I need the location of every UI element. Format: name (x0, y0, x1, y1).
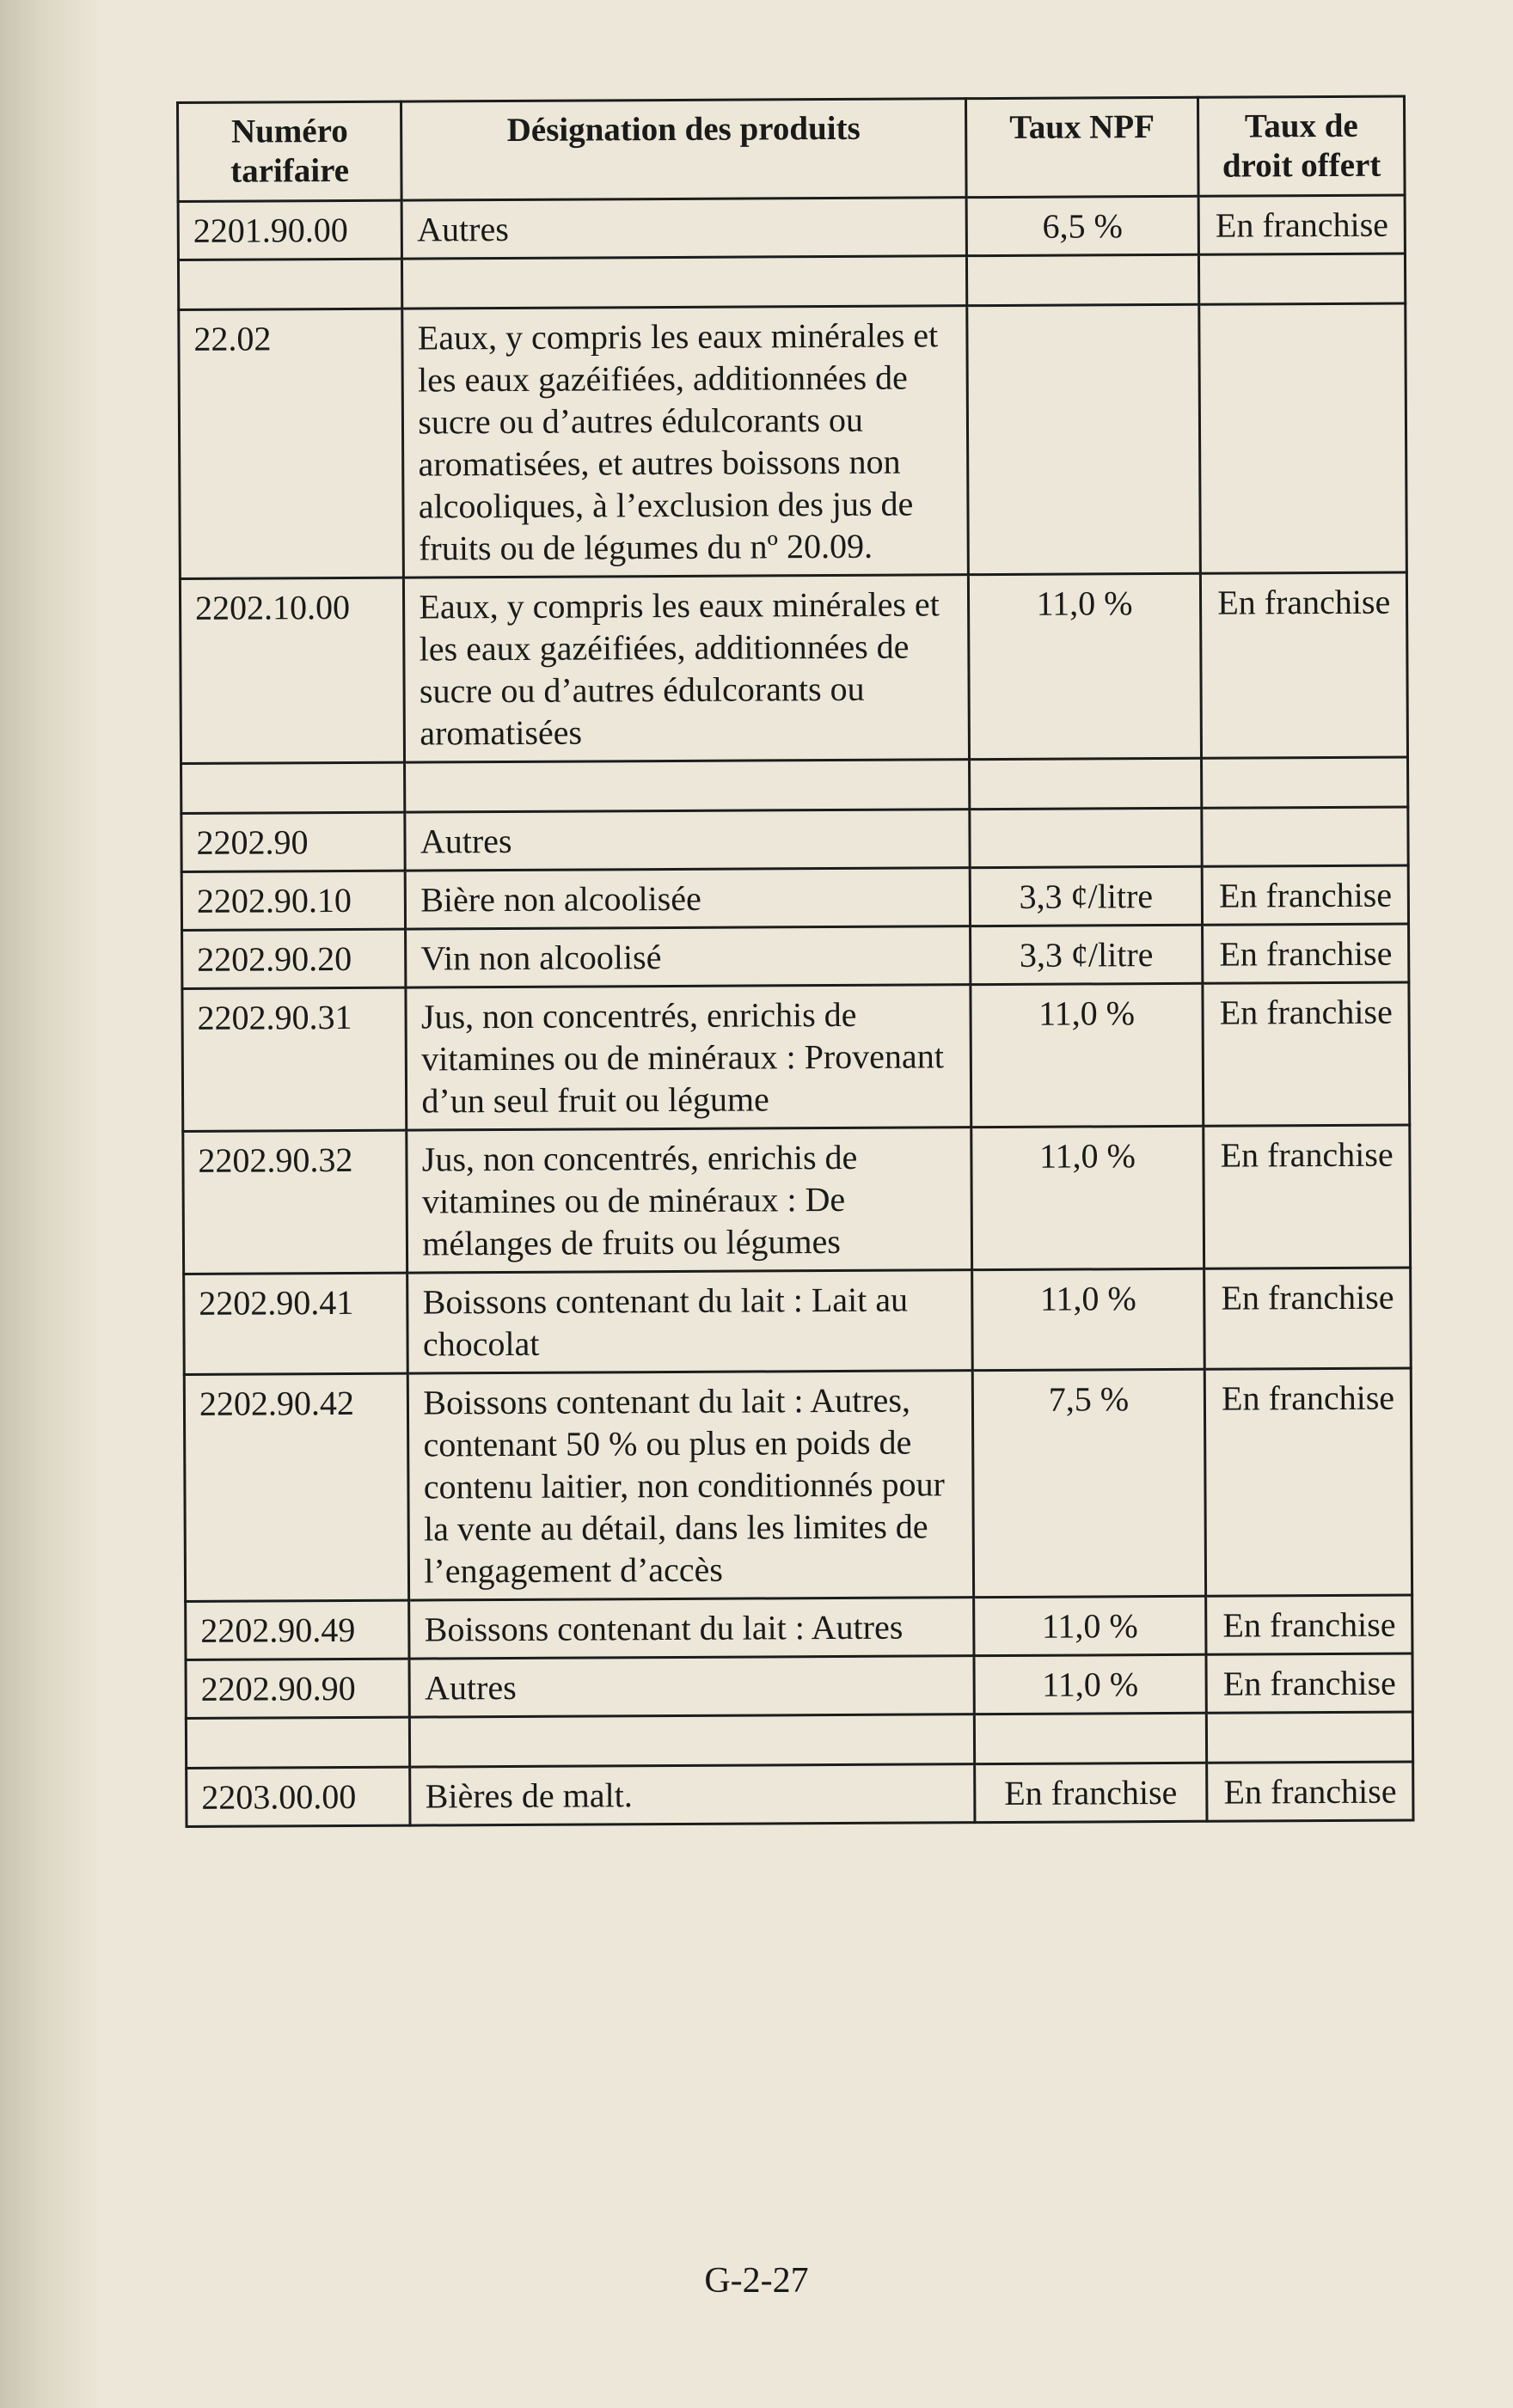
table-row (186, 1595, 1412, 1659)
table-row (186, 1653, 1412, 1718)
product-description: Eaux, y compris les eaux minérales et les eaux gazéifiées, additionnées de sucre ou d’autres édulcorants ou aromatisées, et autres boissons non alcooliques, à l’exclusion des jus de fruits ou de légumes du nº 20.09. (402, 306, 968, 578)
table-row (183, 1125, 1411, 1274)
table-row-empty (181, 757, 1408, 813)
offered-rate: En franchise (1203, 982, 1409, 1126)
tariff-code: 2201.90.00 (178, 200, 402, 260)
npf-rate (966, 304, 1200, 574)
product-description (402, 256, 966, 309)
tariff-code: 2202.90.49 (186, 1600, 410, 1659)
offered-rate (1199, 254, 1406, 304)
product-description: Boissons contenant du lait : Autres, contenant 50 % ou plus en poids de contenu laitier, non conditionnés pour la vente au détail, dans les limites de l’engagement d’accès (408, 1371, 974, 1600)
tariff-code: 2202.90.20 (182, 929, 407, 988)
npf-rate: 7,5 % (972, 1369, 1206, 1597)
npf-rate: 11,0 % (970, 983, 1204, 1127)
offered-rate: En franchise (1199, 195, 1406, 254)
tariff-code: 2202.90 (181, 812, 406, 871)
offered-rate (1202, 757, 1408, 808)
tariff-code: 22.02 (179, 309, 404, 578)
npf-rate (974, 1713, 1207, 1763)
tariff-code: 2202.90.42 (184, 1373, 409, 1601)
header-offered-rate: Taux de droit offert (1198, 96, 1405, 196)
table-row (180, 572, 1407, 763)
product-description (410, 1714, 974, 1767)
npf-rate: 11,0 % (971, 1268, 1204, 1370)
tariff-code: 2202.90.31 (182, 987, 407, 1131)
offered-rate (1207, 1712, 1413, 1763)
tariff-code: 2202.90.32 (183, 1130, 407, 1274)
offered-rate: En franchise (1203, 865, 1409, 925)
product-description: Boissons contenant du lait : Lait au chocolat (407, 1270, 972, 1373)
header-description: Désignation des produits (401, 99, 966, 200)
offered-rate: En franchise (1204, 1268, 1411, 1369)
offered-rate: En franchise (1201, 572, 1408, 758)
table-row (182, 924, 1409, 988)
offered-rate: En franchise (1203, 924, 1409, 983)
npf-rate (966, 254, 1199, 305)
product-description: Eaux, y compris les eaux minérales et les eaux gazéifiées, additionnées de sucre ou d’autres édulcorants ou aromatisées (404, 575, 969, 762)
npf-rate (969, 758, 1202, 809)
offered-rate (1199, 303, 1406, 573)
tariff-code (181, 762, 406, 813)
npf-rate: 11,0 % (974, 1654, 1207, 1714)
table-row (179, 303, 1407, 578)
npf-rate: 6,5 % (966, 196, 1199, 255)
offered-rate: En franchise (1206, 1653, 1412, 1713)
product-description: Bière non alcoolisée (406, 868, 971, 929)
table-row (184, 1268, 1412, 1374)
offered-rate: En franchise (1204, 1125, 1410, 1268)
table-row (187, 1762, 1413, 1826)
table-row (184, 1368, 1412, 1601)
product-description: Bières de malt. (410, 1764, 975, 1825)
npf-rate: 11,0 % (971, 1126, 1204, 1269)
product-description: Vin non alcoolisé (406, 926, 971, 987)
offered-rate: En franchise (1207, 1762, 1413, 1821)
table-row (178, 195, 1405, 260)
tariff-code: 2202.10.00 (180, 578, 405, 763)
header-npf-rate: Taux NPF (965, 97, 1198, 197)
offered-rate: En franchise (1205, 1368, 1412, 1596)
tariff-code: 2203.00.00 (187, 1767, 411, 1826)
npf-rate: 11,0 % (968, 573, 1202, 759)
table-row (181, 865, 1408, 930)
table-row (181, 807, 1408, 871)
binding-shadow (0, 0, 103, 2408)
product-description: Autres (405, 810, 970, 871)
tariff-code (186, 1717, 410, 1768)
product-description: Jus, non concentrés, enrichis de vitamines ou de minéraux : Provenant d’un seul fruit ou légume (406, 985, 971, 1130)
tariff-code (178, 259, 402, 309)
product-description (405, 760, 969, 812)
table-header-row (178, 96, 1406, 201)
npf-rate: 3,3 ¢/litre (970, 866, 1203, 926)
table-row-empty (178, 254, 1405, 309)
table-row-empty (186, 1712, 1412, 1768)
offered-rate: En franchise (1206, 1595, 1412, 1654)
npf-rate: 11,0 % (973, 1596, 1206, 1655)
offered-rate (1202, 807, 1408, 866)
tariff-code: 2202.90.10 (181, 871, 406, 930)
product-description: Autres (401, 198, 966, 259)
product-description: Autres (409, 1656, 974, 1717)
tariff-code: 2202.90.41 (184, 1273, 408, 1374)
tariff-code: 2202.90.90 (186, 1659, 410, 1718)
product-description: Jus, non concentrés, enrichis de vitamines ou de minéraux : De mélanges de fruits ou légumes (407, 1128, 971, 1273)
npf-rate: 3,3 ¢/litre (970, 925, 1203, 984)
npf-rate: En franchise (974, 1763, 1207, 1822)
header-code: Numéro tarifaire (178, 101, 402, 201)
page-number: G-2-27 (704, 2261, 809, 2301)
npf-rate (969, 808, 1202, 867)
product-description: Boissons contenant du lait : Autres (409, 1598, 974, 1659)
tariff-table (176, 95, 1414, 1828)
table-row (182, 982, 1410, 1131)
